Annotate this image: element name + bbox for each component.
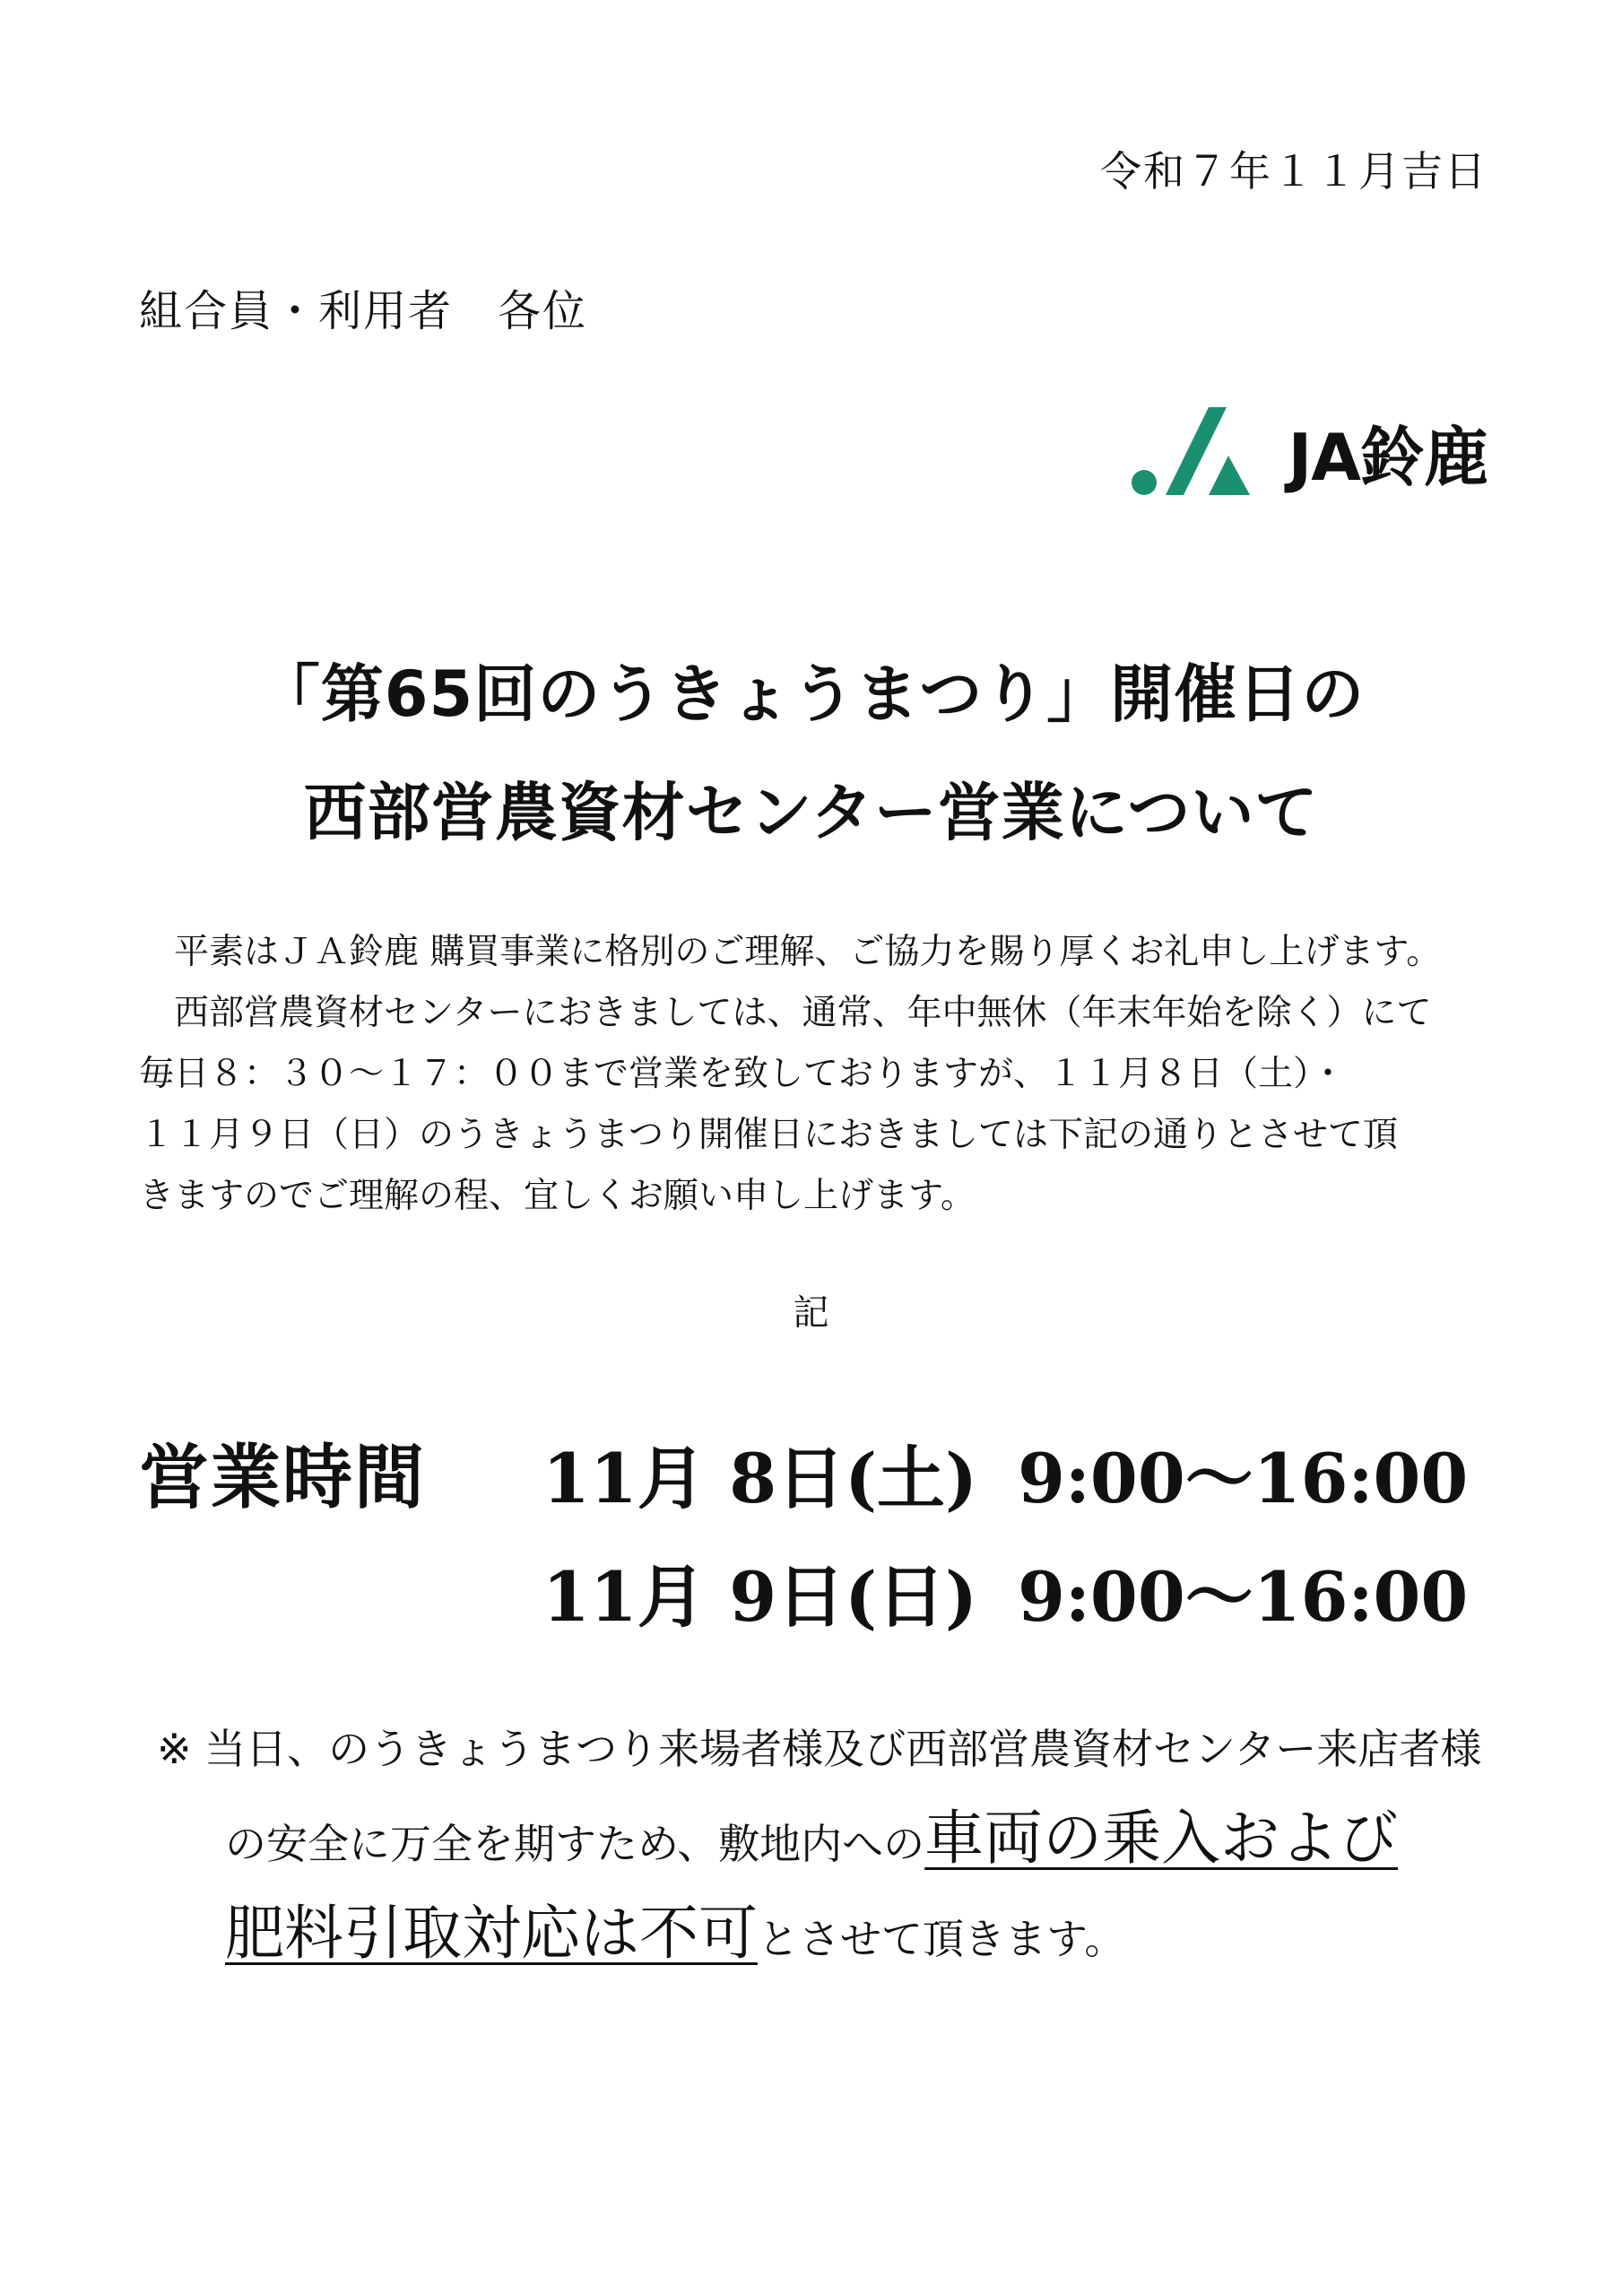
title-line-1: 「第65回のうきょうまつり」開催日の <box>256 657 1366 731</box>
body-line: 平素はＪＡ鈴鹿 購買事業に格別のご理解、ご協力を賜り厚くお礼申し上げます。 <box>139 932 1442 972</box>
notice-line-2 <box>157 1794 1481 1889</box>
hours-row <box>542 1424 1468 1522</box>
notice-text: 当日、のうきょうまつり来場者様及び西部営農資材センター来店者様 <box>204 1725 1482 1773</box>
body-paragraph <box>139 922 1484 1227</box>
body-line: きますのでご理解の程、宜しくお願い申し上げます。 <box>139 1176 976 1216</box>
title-line-2: 西部営農資材センター営業について <box>303 776 1319 849</box>
logo-text: JA鈴鹿 <box>1288 420 1488 495</box>
notice-line-1 <box>157 1704 1481 1794</box>
hours-row <box>542 1543 1468 1640</box>
hours-label: 営業時間 <box>139 1438 427 1518</box>
ki-marker: 記 <box>793 1292 829 1334</box>
body-line: 毎日８：３０～１７：００まで営業を致しておりますが、１１月８日（土）・ <box>139 1054 1346 1094</box>
addressee: 組合員・利用者 各位 <box>139 286 588 336</box>
hours-date: 11月 8日(土) <box>542 1439 978 1518</box>
ja-logo-icon <box>1132 407 1275 497</box>
notice-text: の安全に万全を期すため、敷地内への <box>225 1820 925 1868</box>
notice-emphasis: 車両の乗入および <box>924 1804 1399 1873</box>
document-date: 令和７年１１月吉日 <box>1100 147 1488 196</box>
notice <box>157 1704 1481 1984</box>
ja-suzuka-logo <box>1132 405 1488 499</box>
hours-date: 11月 9日(日) <box>542 1557 978 1637</box>
notice-text: とさせて頂きます。 <box>758 1915 1126 1963</box>
body-line: １１月９日（日）のうきょうまつり開催日におきましては下記の通りとさせて頂 <box>139 1115 1399 1155</box>
notice-line-3 <box>157 1889 1481 1984</box>
hours-time: 9:00～16:00 <box>1018 1439 1469 1518</box>
notice-emphasis: 肥料引取対応は不可 <box>225 1899 758 1968</box>
hours-time: 9:00～16:00 <box>1018 1557 1469 1637</box>
body-line: 西部営農資材センターにおきましては、通常、年中無休（年末年始を除く）にて <box>139 993 1432 1033</box>
notice-mark: ※ <box>157 1725 192 1773</box>
